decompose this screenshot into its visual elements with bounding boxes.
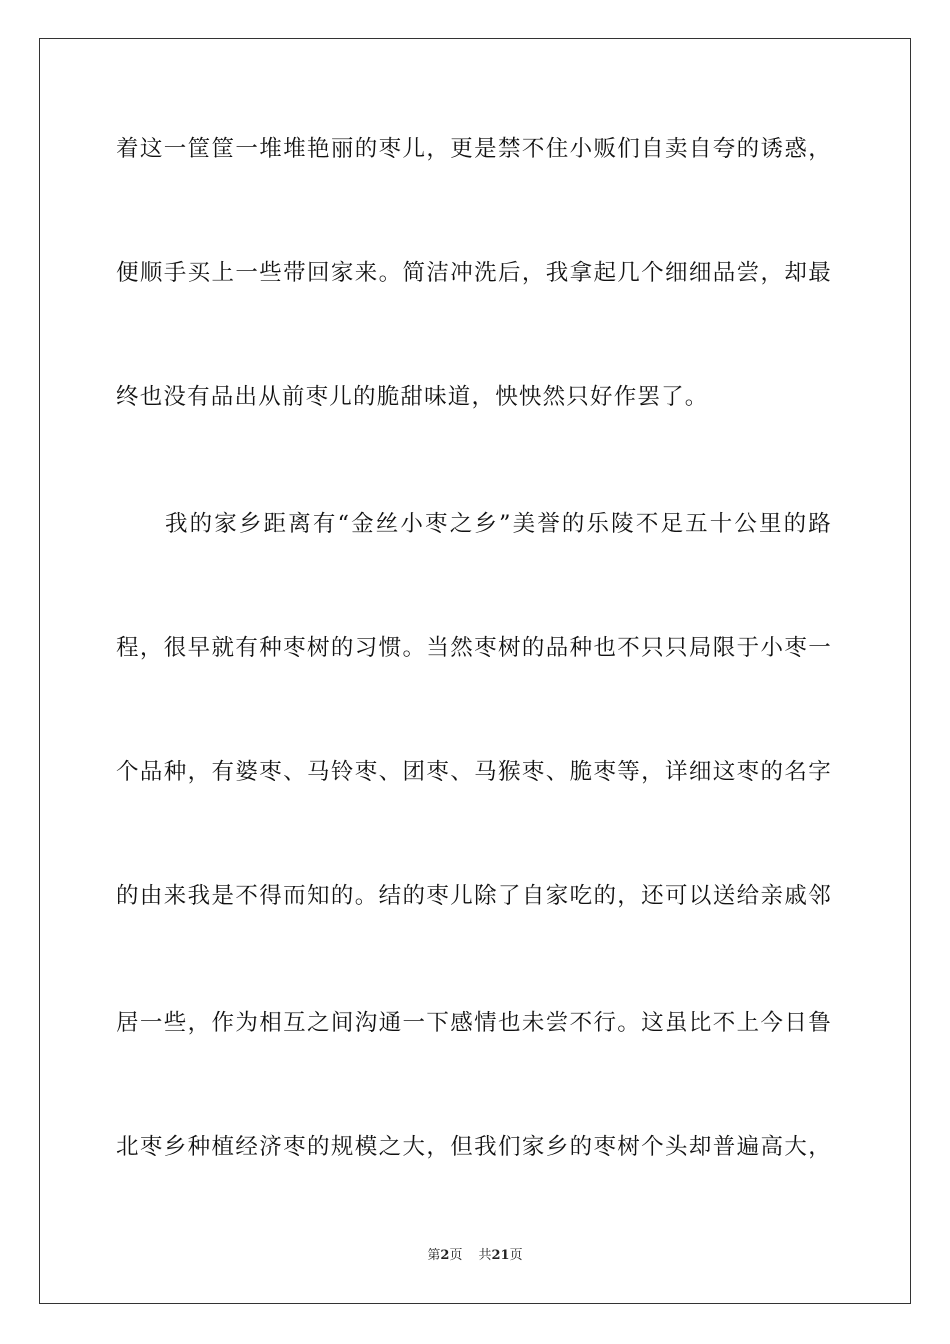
body-text-line-5: 程，很早就有种枣树的习惯。当然枣树的品种也不只只局限于小枣一 bbox=[116, 635, 832, 661]
total-pages: 21 bbox=[491, 1248, 510, 1263]
body-text-line-8: 居一些，作为相互之间沟通一下感情也未尝不行。这虽比不上今日鲁 bbox=[116, 1010, 832, 1036]
page-prefix: 第 bbox=[427, 1248, 441, 1263]
body-text-line-2: 便顺手买上一些带回家来。简洁冲洗后，我拿起几个细细品尝，却最 bbox=[116, 260, 832, 286]
page-unit: 页 bbox=[449, 1248, 463, 1263]
body-text-line-9: 北枣乡种植经济枣的规模之大，但我们家乡的枣树个头却普遍高大， bbox=[116, 1134, 832, 1160]
page-border bbox=[39, 38, 911, 1304]
body-text-line-6: 个品种，有婆枣、马铃枣、团枣、马猴枣、脆枣等，详细这枣的名字 bbox=[116, 759, 832, 785]
page-footer bbox=[0, 1247, 950, 1265]
total-unit: 页 bbox=[509, 1248, 523, 1263]
page-number: 2 bbox=[440, 1248, 450, 1263]
body-text-line-3: 终也没有品出从前枣儿的脆甜味道，怏怏然只好作罢了。 bbox=[116, 384, 709, 410]
body-text-line-1: 着这一筐筐一堆堆艳丽的枣儿，更是禁不住小贩们自卖自夸的诱惑， bbox=[116, 136, 832, 162]
body-text-line-7: 的由来我是不得而知的。结的枣儿除了自家吃的，还可以送给亲戚邻 bbox=[116, 883, 832, 909]
body-text-line-4: 我的家乡距离有“金丝小枣之乡”美誉的乐陵不足五十公里的路 bbox=[165, 511, 832, 537]
total-prefix: 共 bbox=[478, 1248, 492, 1263]
